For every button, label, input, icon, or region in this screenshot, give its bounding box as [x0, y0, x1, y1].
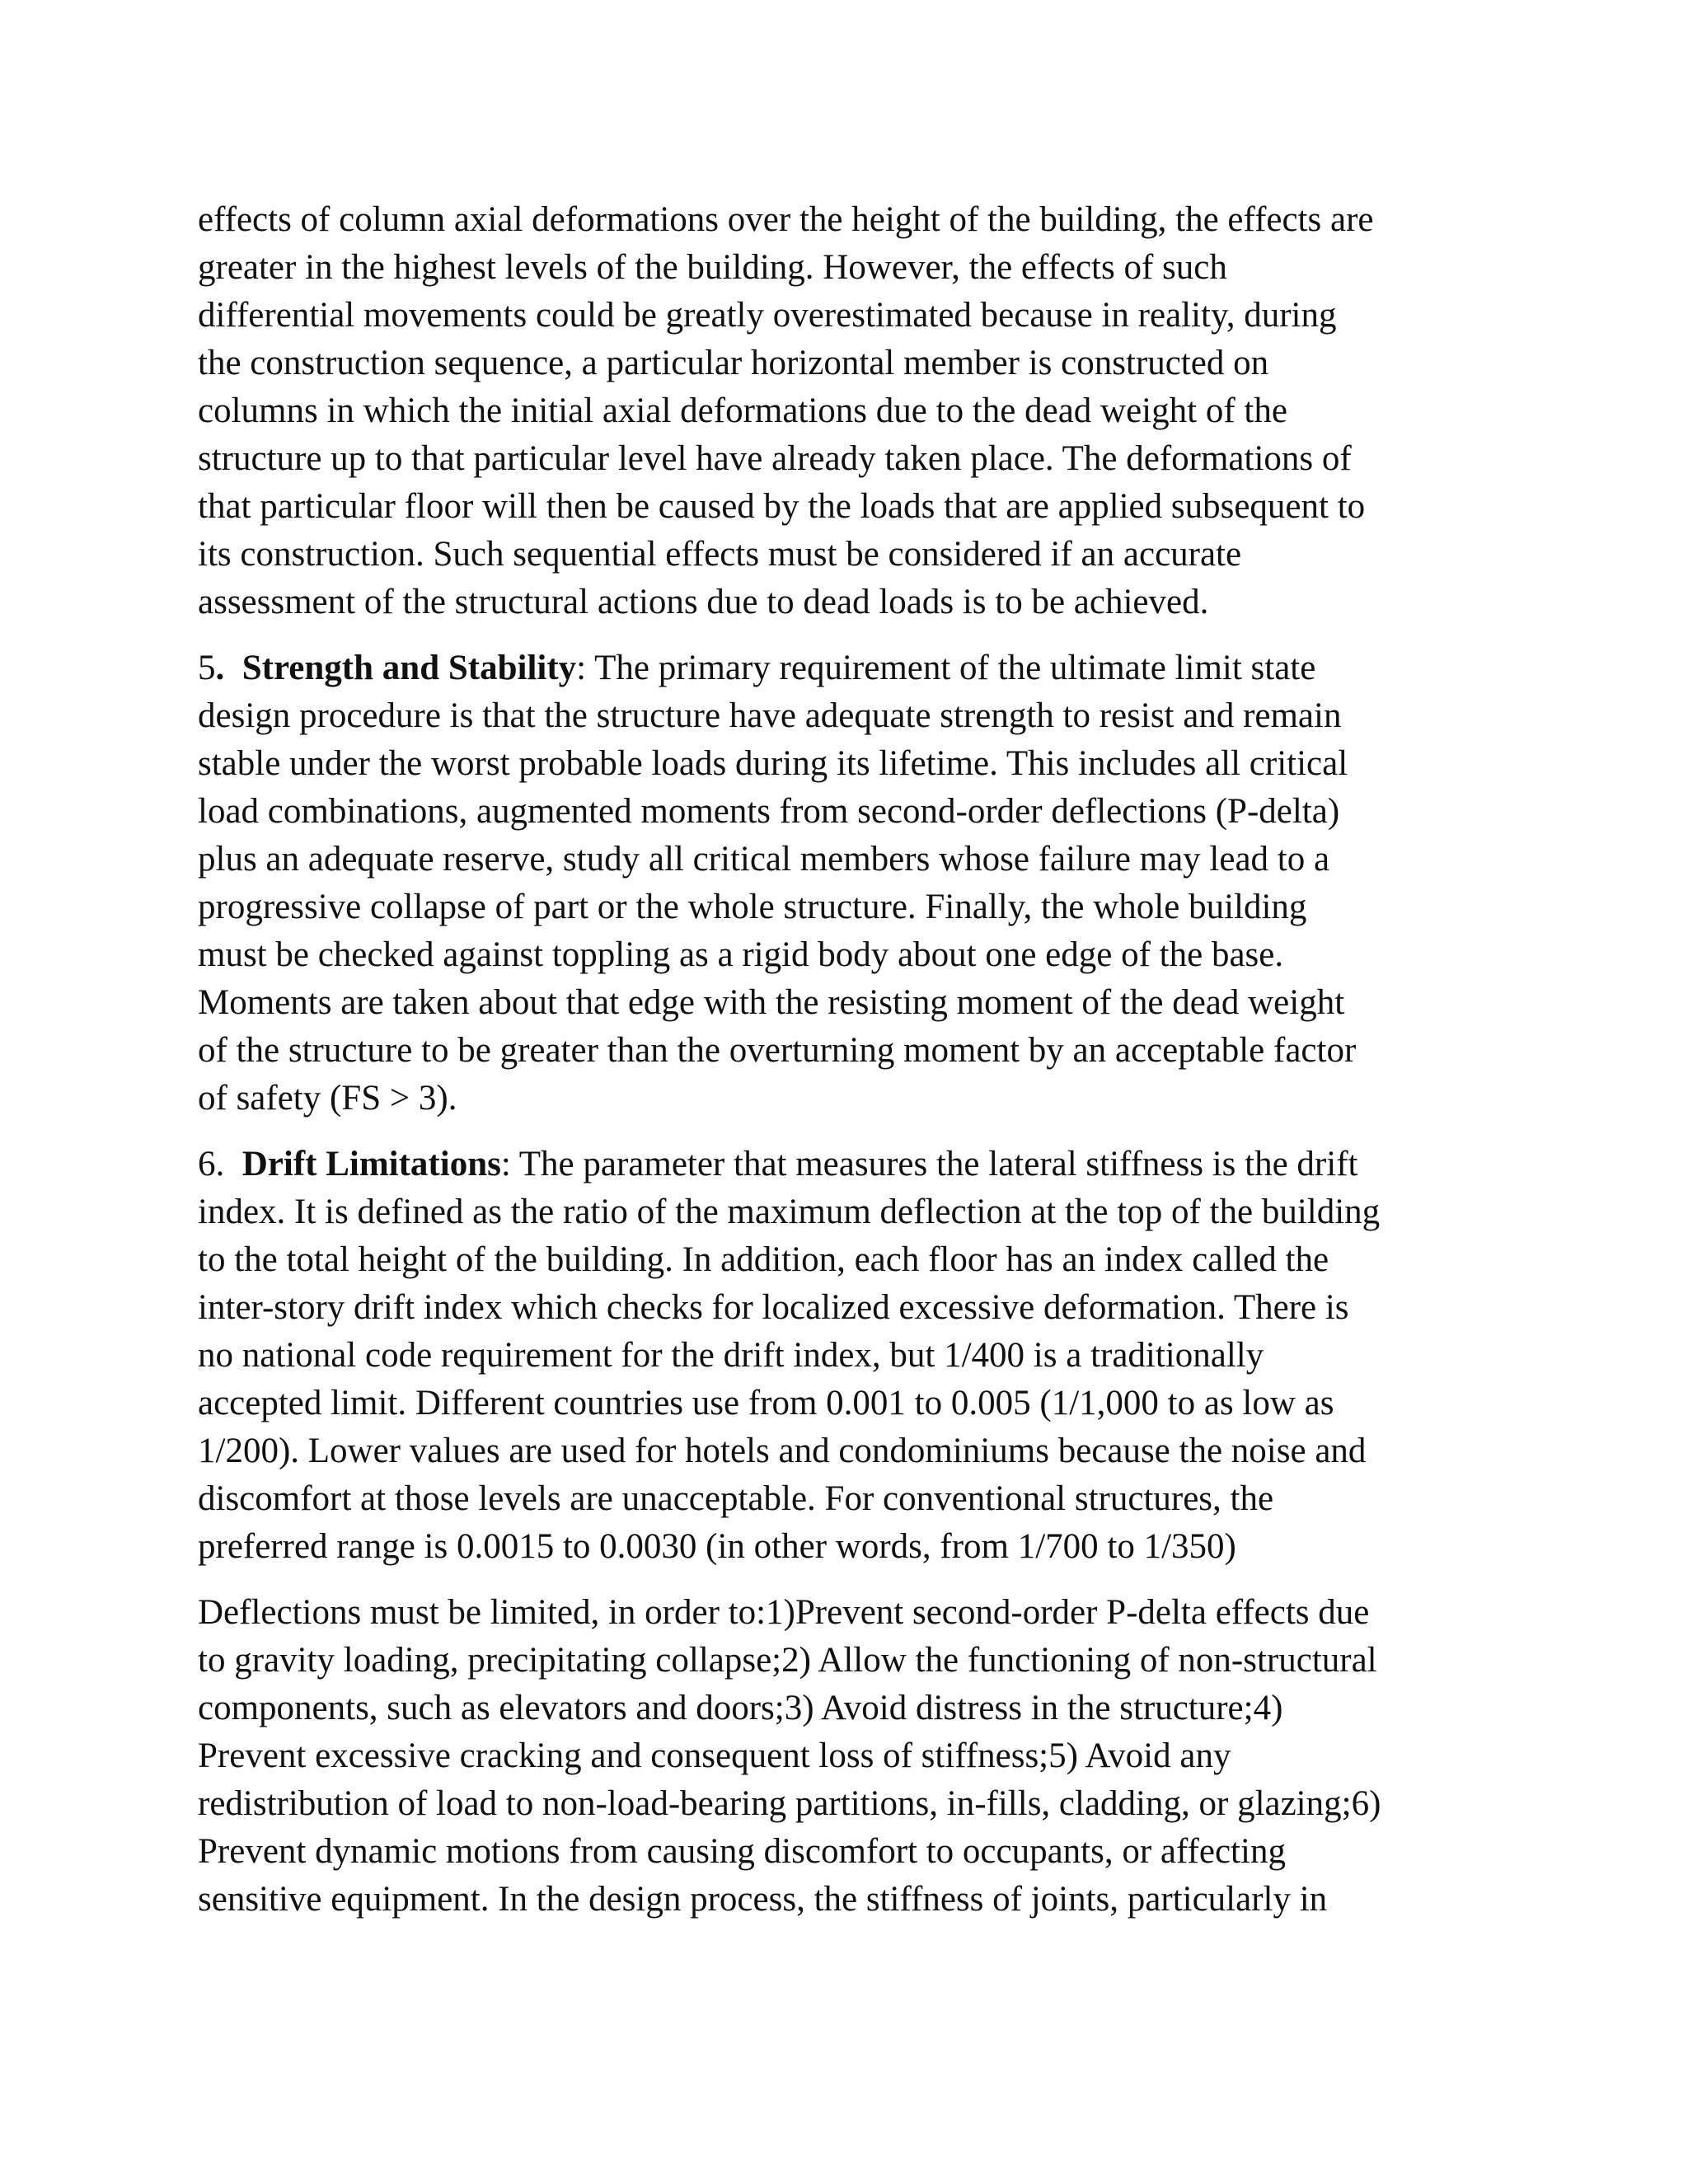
- section-number-dot: .: [215, 649, 225, 687]
- text-line: of safety (FS > 3).: [198, 1079, 457, 1118]
- text-line: plus an adequate reserve, study all critical members whose failure may lead to a: [198, 840, 1330, 879]
- section-heading: Drift Limitations: [241, 1145, 501, 1183]
- text-line: index. It is defined as the ratio of the maximum deflection at the top of the building: [198, 1193, 1381, 1231]
- text-line: inter-story drift index which checks for localized excessive deformation. There is: [198, 1288, 1349, 1327]
- text-line: assessment of the structural actions due to dead loads is to be achieved.: [198, 583, 1209, 621]
- text-line: discomfort at those levels are unacceptable. For conventional structures, the: [198, 1479, 1274, 1518]
- text-line: Prevent dynamic motions from causing discomfort to occupants, or affecting: [198, 1832, 1286, 1871]
- section-first-line: [198, 644, 1500, 692]
- text-line: 1/200). Lower values are used for hotels and condominiums because the noise and: [198, 1432, 1367, 1470]
- section-first-line: [198, 1141, 1500, 1188]
- paragraph-deflections: [198, 1589, 1500, 1924]
- text-line: effects of column axial deformations over the height of the building, the effects are: [198, 200, 1374, 239]
- document-page: [198, 196, 1500, 1942]
- text-line: structure up to that particular level have already taken place. The deformations of: [198, 439, 1352, 478]
- text-line: Moments are taken about that edge with the resisting moment of the dead weight: [198, 983, 1345, 1022]
- section-drift-limitations: [198, 1141, 1500, 1571]
- text-line: progressive collapse of part or the whole structure. Finally, the whole building: [198, 888, 1307, 926]
- text-line: Prevent excessive cracking and consequent loss of stiffness;5) Avoid any: [198, 1736, 1231, 1775]
- text-line: that particular floor will then be caused by the loads that are applied subsequent to: [198, 487, 1366, 526]
- text-line: sensitive equipment. In the design process, the stiffness of joints, particularly in: [198, 1880, 1328, 1919]
- text-line: greater in the highest levels of the building. However, the effects of such: [198, 248, 1227, 287]
- text-line: stable under the worst probable loads during its lifetime. This includes all critical: [198, 744, 1348, 783]
- text-line: its construction. Such sequential effects must be considered if an accurate: [198, 535, 1242, 574]
- paragraph-column-axial-deformations: [198, 196, 1500, 626]
- text-line: Deflections must be limited, in order to:1)Prevent second-order P-delta effects due: [198, 1593, 1370, 1632]
- section-number: 5: [198, 649, 216, 687]
- text-line: design procedure is that the structure have adequate strength to resist and remain: [198, 696, 1342, 735]
- section-first-line-text: : The primary requirement of the ultimate limit state: [576, 649, 1316, 687]
- text-line: to gravity loading, precipitating collapse;2) Allow the functioning of non-structural: [198, 1641, 1377, 1680]
- text-line: accepted limit. Different countries use from 0.001 to 0.005 (1/1,000 to as low as: [198, 1384, 1334, 1422]
- section-first-line-text: : The parameter that measures the lateral stiffness is the drift: [500, 1145, 1358, 1183]
- text-line: preferred range is 0.0015 to 0.0030 (in other words, from 1/700 to 1/350): [198, 1527, 1236, 1566]
- text-line: load combinations, augmented moments from second-order deflections (P-delta): [198, 792, 1340, 831]
- text-line: differential movements could be greatly overestimated because in reality, during: [198, 296, 1337, 335]
- text-line: no national code requirement for the drift index, but 1/400 is a traditionally: [198, 1336, 1264, 1375]
- text-line: redistribution of load to non-load-bearing partitions, in-fills, cladding, or glazing;6): [198, 1784, 1381, 1823]
- text-line: to the total height of the building. In addition, each floor has an index called the: [198, 1240, 1329, 1279]
- section-number: 6.: [198, 1145, 225, 1183]
- section-strength-and-stability: [198, 644, 1500, 1122]
- text-line: must be checked against toppling as a rigid body about one edge of the base.: [198, 935, 1284, 974]
- text-line: components, such as elevators and doors;3) Avoid distress in the structure;4): [198, 1689, 1283, 1727]
- text-line: of the structure to be greater than the overturning moment by an acceptable factor: [198, 1031, 1357, 1070]
- section-heading: Strength and Stability: [241, 649, 577, 687]
- text-line: columns in which the initial axial deformations due to the dead weight of the: [198, 391, 1287, 430]
- text-line: the construction sequence, a particular horizontal member is constructed on: [198, 344, 1269, 382]
